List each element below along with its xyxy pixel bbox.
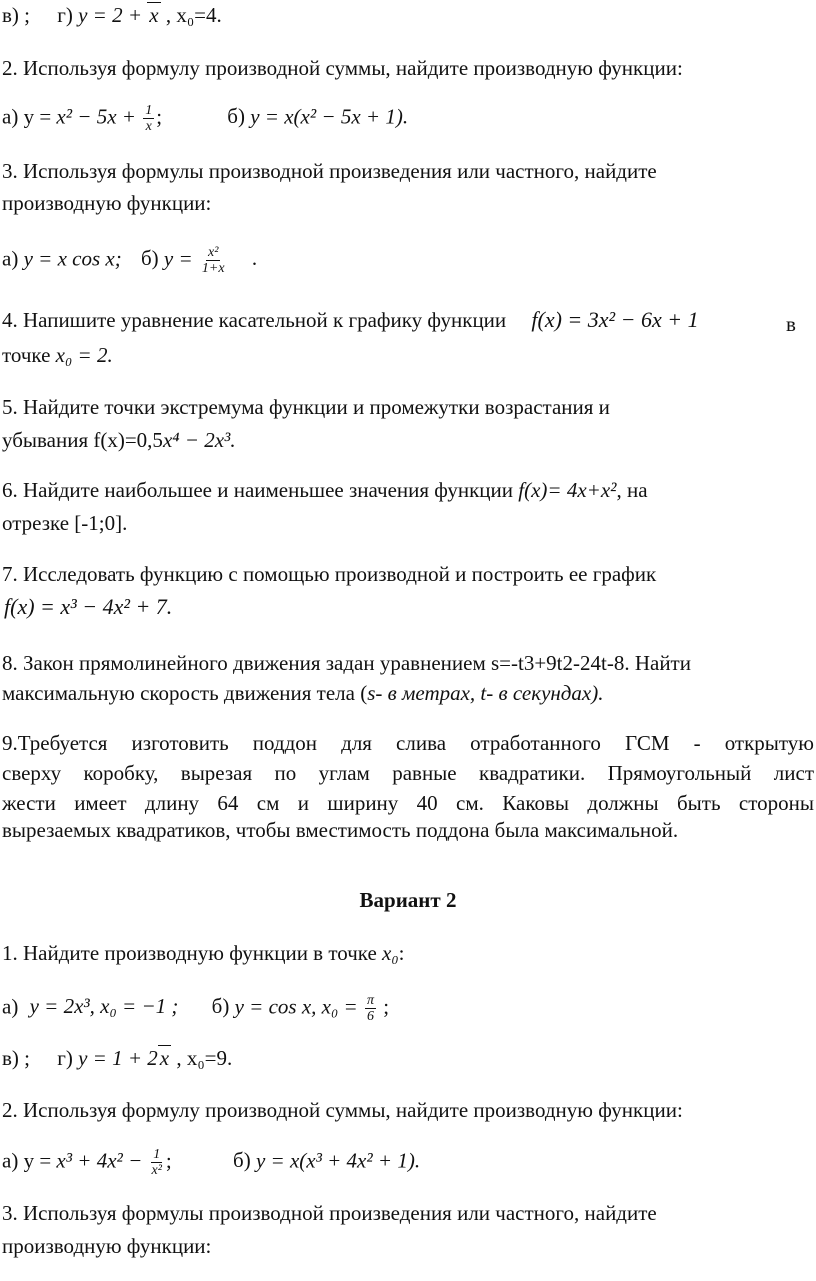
v1-task2-a-tail: ; bbox=[156, 104, 163, 129]
v1-task2-b-label: б) bbox=[227, 104, 245, 129]
v1-task2-text: 2. Используя формулу производной суммы, найдите производную функции: bbox=[2, 56, 683, 80]
v2-task1-b-label: б) bbox=[211, 994, 230, 1019]
v2-task2-text: 2. Используя формулу производной суммы, найдите производную функции: bbox=[2, 1098, 683, 1122]
v1-task2-a-num: 1 bbox=[145, 103, 153, 118]
v1-task2-a-den: x bbox=[145, 119, 152, 134]
v2-task1-line bbox=[2, 940, 405, 966]
v2-task1-text: 1. Найдите производную функции в точке bbox=[2, 941, 377, 965]
v2-task1-a-label: а) bbox=[2, 994, 19, 1019]
v1-task6-line1 bbox=[2, 477, 648, 503]
v1-task6-function: f(x)= 4x+ bbox=[518, 478, 601, 502]
v2-task1-vg bbox=[2, 1045, 232, 1071]
v1-task3-line1: 3. Используя формулы производной произведения или частного, найдите bbox=[2, 159, 657, 183]
v1-task4-point: x₀ = 2. bbox=[55, 343, 113, 367]
variant2-title: Вариант 2 bbox=[359, 888, 457, 912]
v1-task9-line3: жести имеет длину 64 см и ширину 40 см. Каковы должны быть стороны bbox=[2, 791, 814, 815]
v1-task3-b-label: б) bbox=[140, 246, 159, 271]
v2-task1-g-label: г) bbox=[57, 1046, 73, 1070]
v1-task1-vg-line bbox=[2, 2, 222, 28]
v1-task5-line2 bbox=[2, 427, 236, 453]
v2-task2-items bbox=[2, 1147, 420, 1178]
v1-task3-b-lhs: y = bbox=[163, 246, 193, 271]
v2-task2-a-label: а) y = bbox=[2, 1148, 52, 1173]
v1-task1-g-func: y = 2 + bbox=[78, 3, 143, 27]
v1-task4-line1 bbox=[2, 307, 699, 333]
v1-task3-b-fraction bbox=[200, 245, 227, 276]
v2-task3-line2: производную функции: bbox=[2, 1234, 212, 1258]
v1-task3-items bbox=[2, 245, 257, 276]
v2-task1-ab bbox=[2, 993, 389, 1024]
v2-task1-g-point: , x₀=9. bbox=[176, 1046, 233, 1070]
v2-task1-b-den: 6 bbox=[366, 1009, 374, 1024]
v1-task7-function: f(x) = x³ − 4x² + 7. bbox=[4, 594, 173, 619]
v1-task8-line2-text: максимальную скорость движения тела ( bbox=[2, 681, 368, 705]
v2-task1-g-func: y = 1 + 2 bbox=[78, 1046, 158, 1070]
v1-task3-line2: производную функции: bbox=[2, 191, 212, 215]
v1-task3-a-label: а) bbox=[2, 246, 19, 271]
v2-task2-b-expr: y = x(x³ + 4x² + 1). bbox=[255, 1148, 421, 1173]
v1-task6-tail: , на bbox=[616, 478, 648, 502]
v1-task1-g-point: , x₀=4. bbox=[165, 3, 222, 27]
v1-task4-v-word: в bbox=[786, 312, 796, 336]
v1-task2-a-label: а) y = bbox=[2, 104, 52, 129]
v2-task1-b-num: π bbox=[366, 993, 374, 1008]
v1-task6-text: 6. Найдите наибольшее и наименьшее значения функции bbox=[2, 478, 514, 502]
v1-task3-a-expr: y = x cos x; bbox=[23, 246, 122, 271]
v1-task3-b-num: x² bbox=[208, 245, 219, 260]
v1-task9-line4: вырезаемых квадратиков, чтобы вместимость поддона была максимальной. bbox=[2, 818, 679, 842]
v1-task8-line1: 8. Закон прямолинейного движения задан уравнением s=-t3+9t2-24t-8. Найти bbox=[2, 651, 691, 675]
v1-task5-line1: 5. Найдите точки экстремума функции и промежутки возрастания и bbox=[2, 395, 610, 419]
v2-task1-b-fraction bbox=[365, 993, 376, 1024]
v2-task1-b-tail: ; bbox=[383, 994, 390, 1019]
v1-task6-square: x² bbox=[600, 478, 617, 502]
v1-task9-line2: сверху коробку, вырезая по углам равные квадратики. Прямоугольный лист bbox=[2, 761, 814, 785]
v1-task3-b-tail: . bbox=[251, 246, 258, 271]
v2-task2-a-fraction bbox=[150, 1147, 164, 1178]
v1-task4-function: f(x) = 3x² − 6x + 1 bbox=[531, 307, 699, 332]
v2-task1-point: x₀ bbox=[382, 941, 399, 965]
v2-task1-v-label: в) ; bbox=[2, 1046, 30, 1070]
v2-task1-b-expr: y = cos x, x₀ = bbox=[234, 994, 358, 1019]
v1-task4-text: 4. Напишите уравнение касательной к графику функции bbox=[2, 308, 507, 332]
v1-task3-b-den: 1+x bbox=[201, 261, 225, 276]
v2-task2-a-expr: x³ + 4x² − bbox=[56, 1148, 143, 1173]
v2-task2-b-label: б) bbox=[233, 1148, 251, 1173]
v1-task5-line2-math: x⁴ − 2x³. bbox=[162, 428, 236, 452]
v2-task3-line1: 3. Используя формулы производной произведения или частного, найдите bbox=[2, 1201, 657, 1225]
v2-task1-g-radicand: x bbox=[159, 1046, 170, 1070]
v2-task1-colon: : bbox=[398, 941, 405, 965]
v2-task2-a-den: x² bbox=[151, 1163, 162, 1178]
v2-task1-a-expr: y = 2x³, x₀ = −1 ; bbox=[29, 994, 179, 1019]
v1-task2-items bbox=[2, 103, 408, 134]
v1-task4-line2-text: точке bbox=[2, 343, 51, 367]
v1-task1-v-label: в) ; bbox=[2, 3, 30, 27]
v1-task8-units: s- в метрах, t- в секундах). bbox=[367, 681, 604, 705]
v1-task8-line2 bbox=[2, 680, 604, 706]
v1-task5-line2-text: убывания f(x)=0,5 bbox=[2, 428, 163, 452]
v1-task2-a-fraction bbox=[143, 103, 154, 134]
v1-task2-b-expr: y = x(x² − 5x + 1). bbox=[250, 104, 409, 129]
v1-task2-a-expr: x² − 5x + bbox=[56, 104, 136, 129]
v1-task1-g-radicand: x bbox=[149, 3, 159, 27]
v1-task9-line1: 9.Требуется изготовить поддон для слива отработанного ГСМ - открытую bbox=[2, 731, 814, 755]
v2-task2-a-tail: ; bbox=[165, 1148, 172, 1173]
v1-task4-line2 bbox=[2, 342, 113, 368]
v1-task7-line1: 7. Исследовать функцию с помощью производной и построить ее график bbox=[2, 562, 657, 586]
v1-task1-g-label: г) bbox=[57, 3, 73, 27]
v2-task2-a-num: 1 bbox=[153, 1147, 161, 1162]
v1-task6-line2: отрезке [-1;0]. bbox=[2, 511, 128, 535]
